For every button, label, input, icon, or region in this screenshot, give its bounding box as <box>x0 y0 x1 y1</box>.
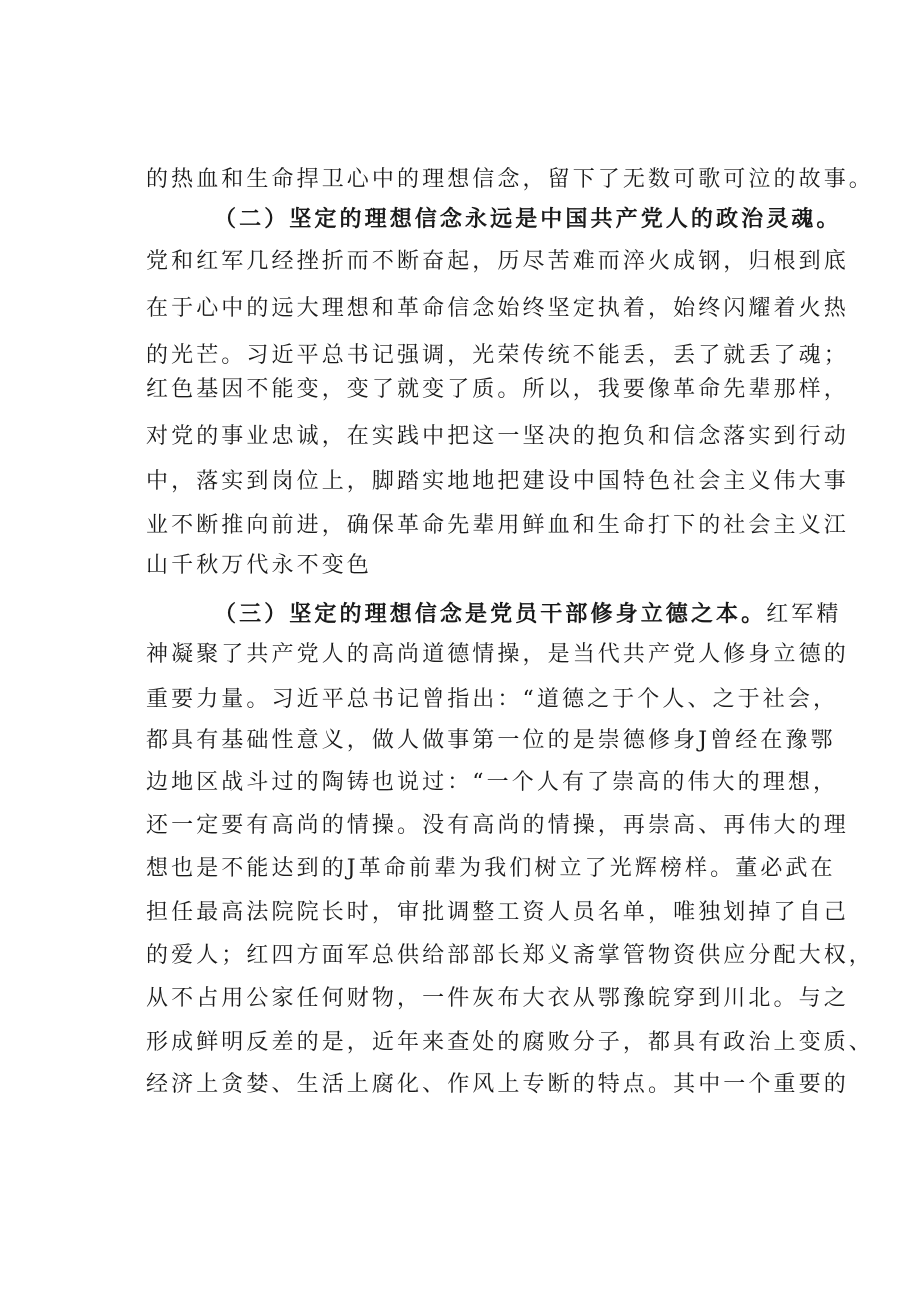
paragraph-line <box>146 1067 849 1103</box>
line-text: 的爱人；红四方面军总供给部部长郑义斋掌管物资供应分配大权， <box>146 943 874 968</box>
paragraph-line <box>146 723 836 759</box>
line-text: 的热血和生命捍卫心中的理想信念，留下了无数可歌可泣的故事。 <box>146 167 874 192</box>
line-text: 神凝聚了共产党人的高尚道德情操，是当代共产党人修身立德的 <box>146 642 849 667</box>
line-text: 形成鲜明反差的是，近年来查处的腐败分子，都具有政治上变质、 <box>146 1030 874 1055</box>
line-text: 担任最高法院院长时，审批调整工资人员名单，唯独划掉了自己 <box>146 900 849 925</box>
line-text: 经济上贪婪、生活上腐化、作风上专断的特点。其中一个重要的 <box>146 1072 849 1097</box>
section-heading-line <box>214 201 842 237</box>
paragraph-line <box>146 808 849 844</box>
paragraph-line <box>146 1025 874 1061</box>
paragraph-line <box>146 851 836 887</box>
paragraph-line <box>146 637 849 673</box>
line-text: 党和红军几经挫折而不断奋起，历尽苦难而淬火成钢，归根到底 <box>146 249 849 274</box>
paragraph-line <box>146 372 849 408</box>
line-text: 从不占用公家任何财物，一件灰布大衣从鄂豫皖穿到川北。与之 <box>146 986 849 1011</box>
line-text: 红军精 <box>766 602 842 627</box>
paragraph-line <box>146 765 838 801</box>
paragraph-line <box>146 419 849 455</box>
paragraph-line <box>146 162 874 198</box>
section-heading-line <box>214 596 842 632</box>
paragraph-line <box>146 291 849 327</box>
line-text: 都具有基础性意义，做人做事第一位的是崇德修身J曾经在豫鄂 <box>146 728 836 753</box>
line-text: 山千秋万代永不变色 <box>146 553 372 578</box>
line-text: 想也是不能达到的J革命前辈为我们树立了光辉榜样。董必武在 <box>146 856 836 881</box>
line-text: 还一定要有高尚的情操。没有高尚的情操，再崇高、再伟大的理 <box>146 813 849 838</box>
section-heading-2: （二）坚定的理想信念永远是中国共产党人的政治灵魂。 <box>214 206 842 232</box>
section-heading-3: （三）坚定的理想信念是党员干部修身立德之本。 <box>214 601 767 627</box>
paragraph-line <box>146 338 849 374</box>
paragraph-line <box>146 464 849 500</box>
paragraph-line <box>146 895 849 931</box>
line-text: 在于心中的远大理想和革命信念始终坚定执着，始终闪耀着火热 <box>146 296 849 321</box>
paragraph-line <box>146 508 849 544</box>
paragraph-line <box>146 938 874 974</box>
line-text: 中，落实到岗位上，脚踏实地地把建设中国特色社会主义伟大事 <box>146 469 849 494</box>
line-text: 边地区战斗过的陶铸也说过：“一个人有了崇高的伟大的理想， <box>146 770 839 795</box>
paragraph-line <box>146 244 849 280</box>
line-text: 重要力量。习近平总书记曾指出：“道德之于个人、之于社会， <box>146 687 839 712</box>
line-text: 对党的事业忠诚，在实践中把这一坚决的抱负和信念落实到行动 <box>146 424 849 449</box>
line-text: 业不断推向前进，确保革命先辈用鲜血和生命打下的社会主义江 <box>146 513 849 538</box>
paragraph-line <box>146 981 849 1017</box>
paragraph-line <box>146 548 372 584</box>
line-text: 红色基因不能变，变了就变了质。所以，我要像革命先辈那样， <box>146 377 849 402</box>
line-text: 的光芒。习近平总书记强调，光荣传统不能丢，丢了就丢了魂； <box>146 343 849 368</box>
paragraph-line <box>146 682 838 718</box>
